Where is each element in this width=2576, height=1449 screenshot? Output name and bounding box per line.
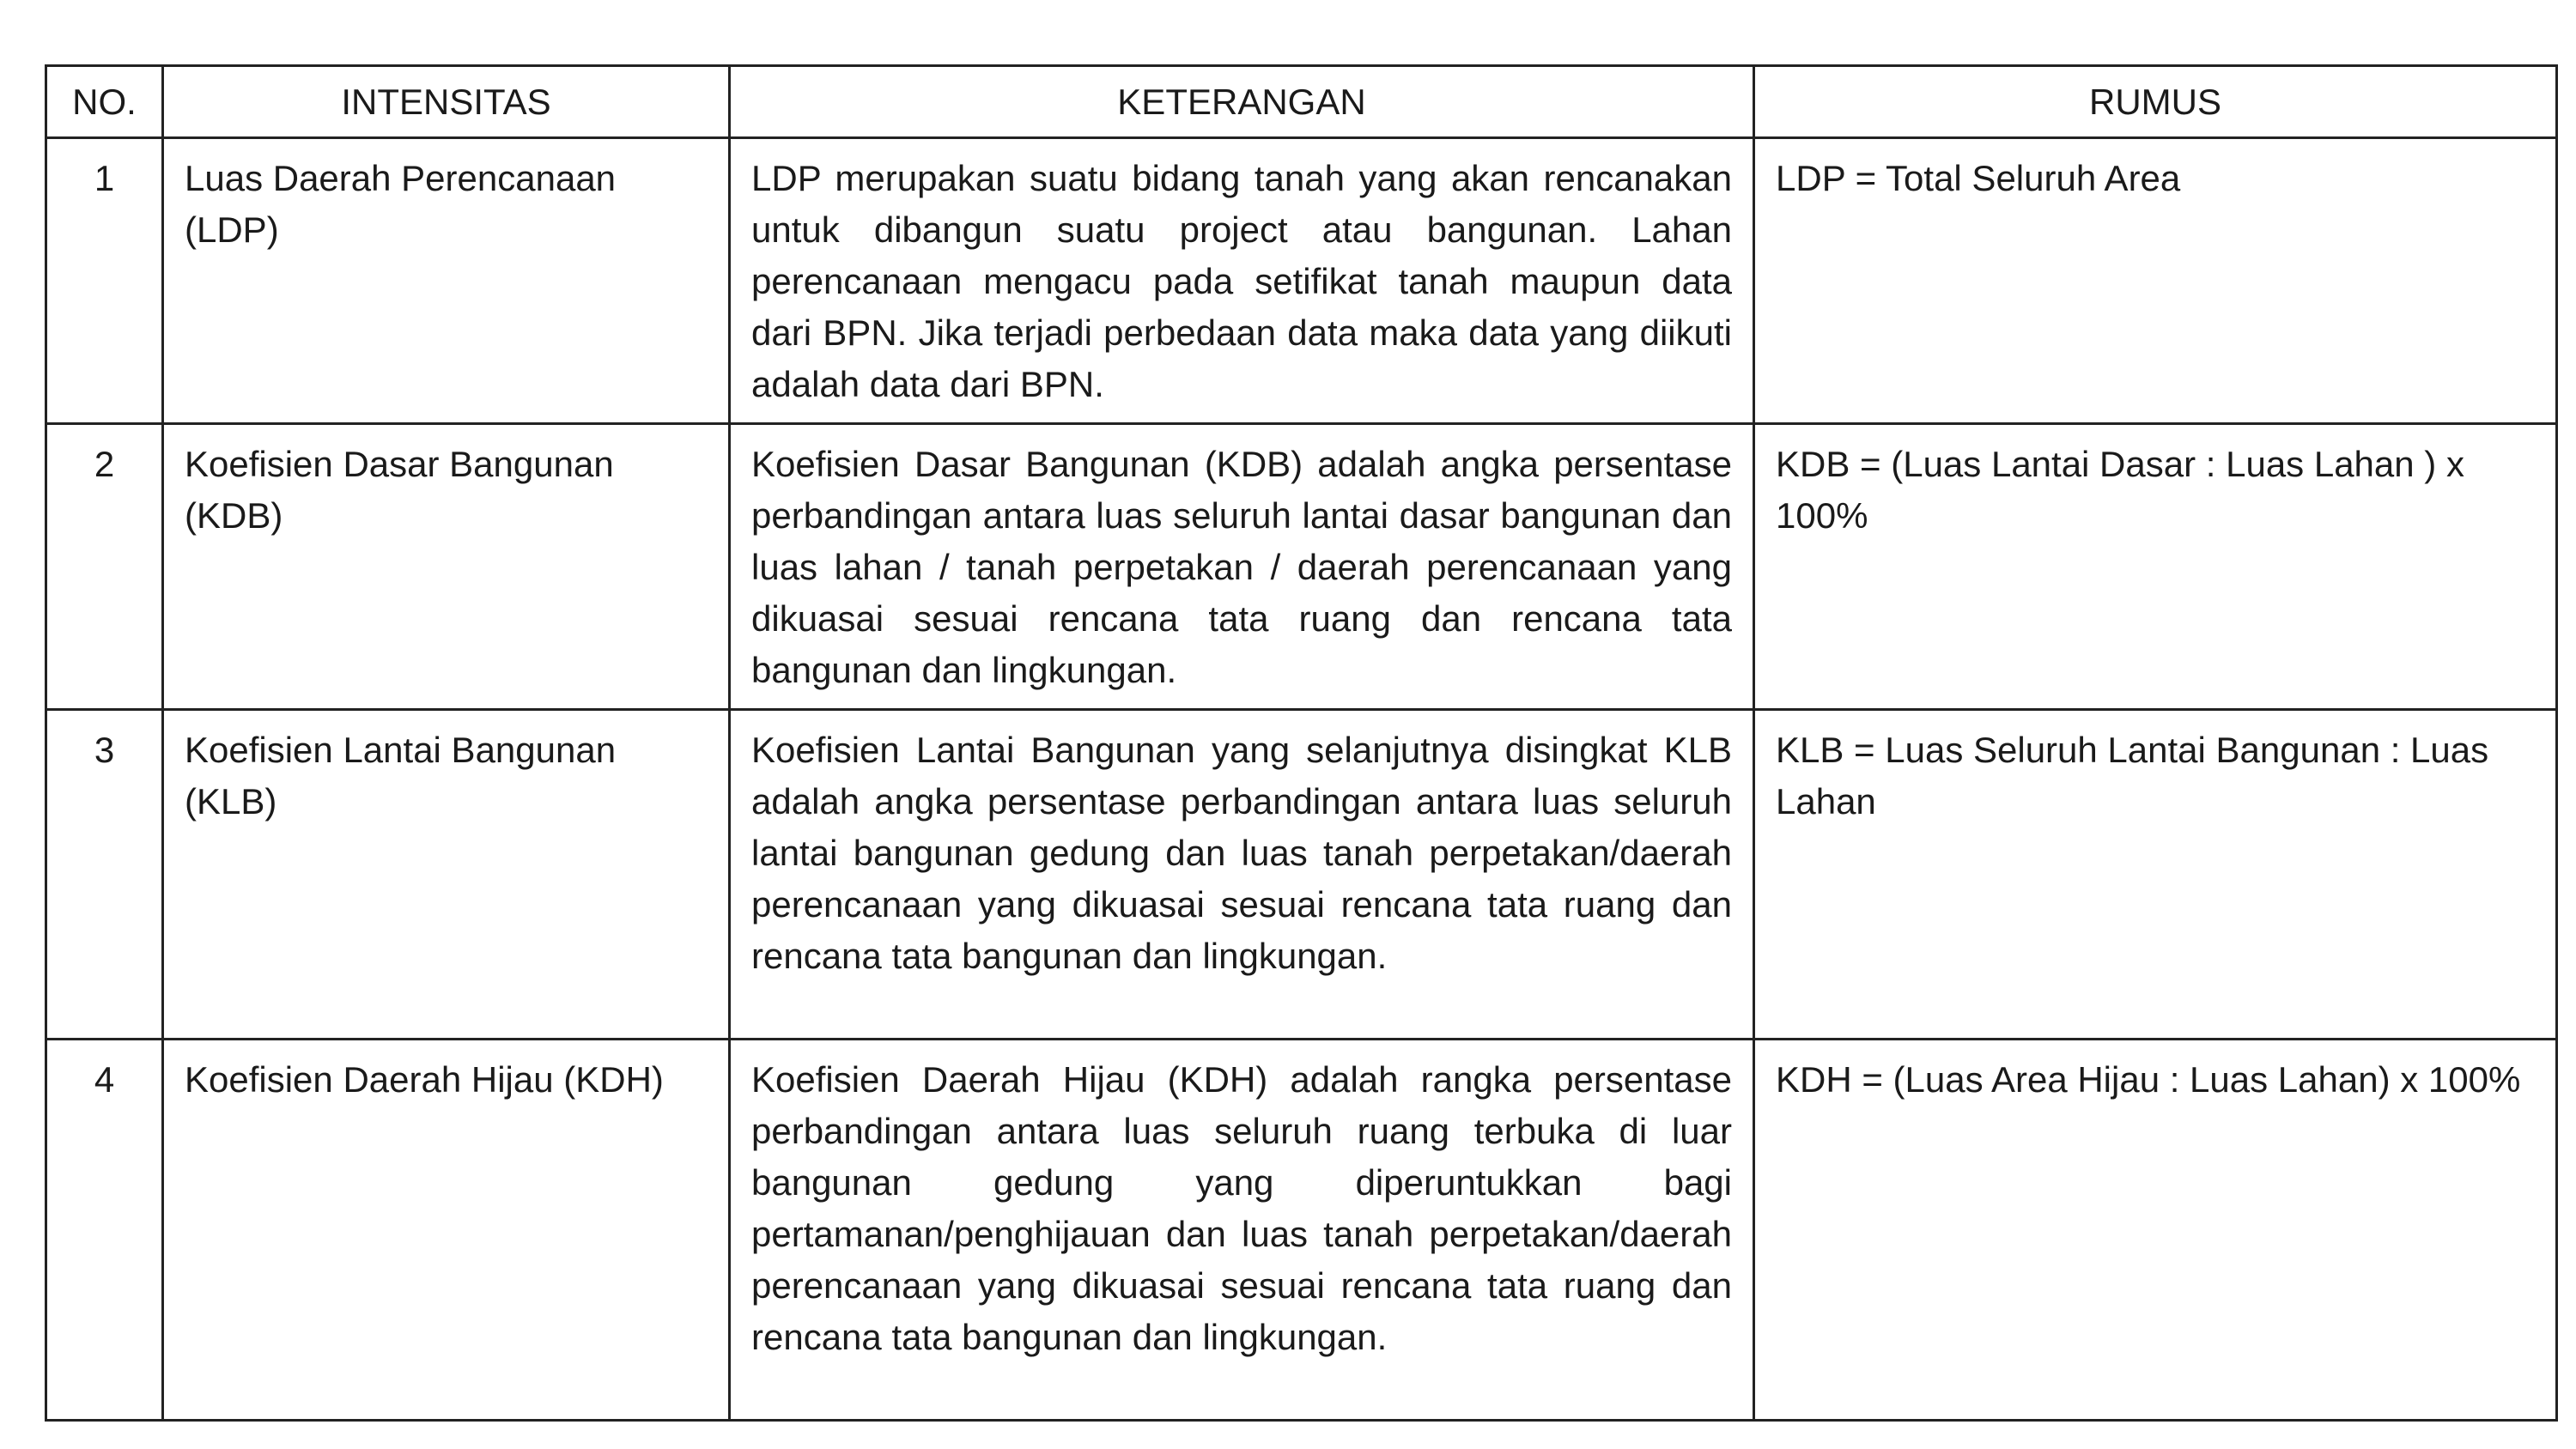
table-row bbox=[46, 1040, 2557, 1421]
table-header-row bbox=[46, 66, 2557, 138]
table-row bbox=[46, 424, 2557, 710]
cell-keterangan: LDP merupakan suatu bidang tanah yang akan rencanakan untuk dibangun suatu project atau bangunan. Lahan perencanaan mengacu pada setifikat tanah maupun data dari BPN. Jika terjadi perbedaan data maka data yang diikuti adalah data dari BPN. bbox=[730, 138, 1754, 424]
cell-no: 1 bbox=[46, 138, 163, 424]
table-row bbox=[46, 138, 2557, 424]
document-sheet bbox=[45, 64, 2555, 1422]
cell-no: 4 bbox=[46, 1040, 163, 1421]
header-no: NO. bbox=[46, 66, 163, 138]
intensitas-table bbox=[45, 64, 2558, 1422]
cell-rumus: LDP = Total Seluruh Area bbox=[1754, 138, 2557, 424]
cell-intensitas: Koefisien Dasar Bangunan (KDB) bbox=[163, 424, 730, 710]
table-row bbox=[46, 710, 2557, 1040]
header-keterangan: KETERANGAN bbox=[730, 66, 1754, 138]
cell-keterangan: Koefisien Daerah Hijau (KDH) adalah rangka persentase perbandingan antara luas seluruh ruang terbuka di luar bangunan gedung yang diperuntukkan bagi pertamanan/penghijauan dan luas tanah perpetakan/daerah perencanaan yang dikuasai sesuai rencana tata ruang dan rencana tata bangunan dan lingkungan. bbox=[730, 1040, 1754, 1421]
cell-no: 2 bbox=[46, 424, 163, 710]
cell-intensitas: Koefisien Daerah Hijau (KDH) bbox=[163, 1040, 730, 1421]
cell-rumus: KDH = (Luas Area Hijau : Luas Lahan) x 100% bbox=[1754, 1040, 2557, 1421]
cell-keterangan: Koefisien Dasar Bangunan (KDB) adalah angka persentase perbandingan antara luas seluruh lantai dasar bangunan dan luas lahan / tanah perpetakan / daerah perencanaan yang dikuasai sesuai rencana tata ruang dan rencana tata bangunan dan lingkungan. bbox=[730, 424, 1754, 710]
header-rumus: RUMUS bbox=[1754, 66, 2557, 138]
cell-keterangan: Koefisien Lantai Bangunan yang selanjutnya disingkat KLB adalah angka persentase perbandingan antara luas seluruh lantai bangunan gedung dan luas tanah perpetakan/daerah perencanaan yang dikuasai sesuai rencana tata ruang dan rencana tata bangunan dan lingkungan. bbox=[730, 710, 1754, 1040]
cell-intensitas: Koefisien Lantai Bangunan (KLB) bbox=[163, 710, 730, 1040]
header-intensitas: INTENSITAS bbox=[163, 66, 730, 138]
cell-no: 3 bbox=[46, 710, 163, 1040]
cell-intensitas: Luas Daerah Perencanaan (LDP) bbox=[163, 138, 730, 424]
cell-rumus: KLB = Luas Seluruh Lantai Bangunan : Luas Lahan bbox=[1754, 710, 2557, 1040]
cell-rumus: KDB = (Luas Lantai Dasar : Luas Lahan ) x 100% bbox=[1754, 424, 2557, 710]
